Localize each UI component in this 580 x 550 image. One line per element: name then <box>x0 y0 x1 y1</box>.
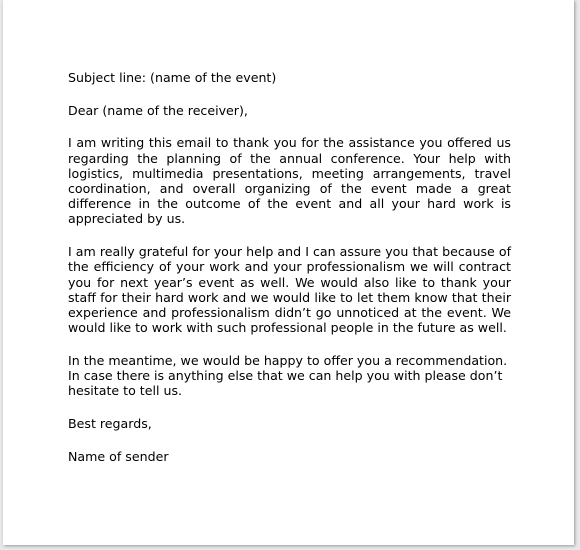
letter-body <box>68 70 511 481</box>
body-paragraph-1: I am writing this email to thank you for the assistance you offered us regarding the planning of the annual conference. Your help with logistics, multimedia presentations, meeting arrangements, travel coordination, and overall organizing of the event made a great difference in the outcome of the event and all your hard work is appreciated by us. <box>68 135 511 227</box>
document-page <box>3 0 574 545</box>
greeting: Dear (name of the receiver), <box>68 102 248 118</box>
subject-line: Subject line: (name of the event) <box>68 70 277 85</box>
closing: Best regards, <box>68 415 152 431</box>
body-paragraph-3: In the meantime, we would be happy to offer you a recommendation. In case there is anything else that we can help you with please don’t hesitate to tell us. <box>68 352 508 399</box>
signature: Name of sender <box>68 448 169 464</box>
body-paragraph-2: I am really grateful for your help and I can assure you that because of the efficiency of your work and your professionalism we will contract you for next year’s event as well. We would also like to thank your staff for their hard work and we would like to let them know that their experience and professionalism didn’t go unnoticed at the event. We would like to work with such professional people in the future as well. <box>68 244 511 336</box>
